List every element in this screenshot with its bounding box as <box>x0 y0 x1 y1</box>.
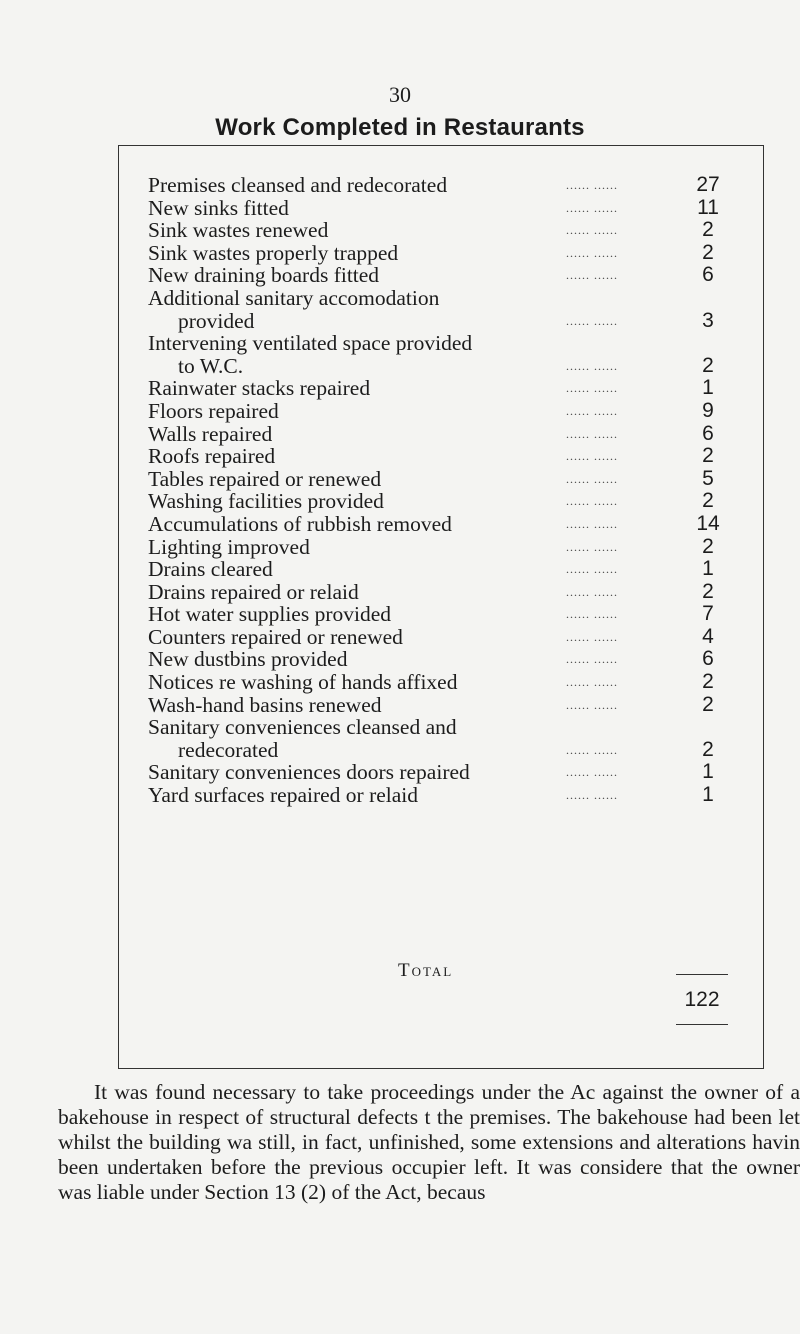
table-row <box>148 558 728 581</box>
table-row <box>148 400 728 423</box>
row-value: 11 <box>697 195 719 219</box>
table-row <box>148 219 728 242</box>
leader-dots: ...... ...... <box>566 562 618 577</box>
row-label: Drains cleared <box>148 557 273 582</box>
row-label: Tables repaired or renewed <box>148 466 382 491</box>
row-label: Counters repaired or renewed <box>148 624 403 649</box>
row-value: 1 <box>702 760 714 784</box>
row-value: 27 <box>696 173 720 196</box>
row-label: to W.C. <box>178 353 244 378</box>
table-row <box>148 761 728 784</box>
row-value: 1 <box>702 783 714 807</box>
leader-dots: ...... ...... <box>566 584 618 599</box>
row-value: 2 <box>702 444 714 468</box>
row-label: Intervening ventilated space provided <box>148 331 473 356</box>
leader-dots: ...... ...... <box>566 313 618 328</box>
leader-dots: ...... ...... <box>566 629 618 644</box>
table-row <box>148 310 728 333</box>
row-value: 4 <box>702 624 714 648</box>
table-row <box>148 242 728 265</box>
row-label: Additional sanitary accomodation <box>148 285 440 310</box>
row-label: Sink wastes renewed <box>148 218 329 243</box>
total-rule-bottom <box>676 1024 728 1025</box>
row-label: Rainwater stacks repaired <box>148 376 371 401</box>
row-label: Premises cleansed and redecorated <box>148 173 448 197</box>
table-row <box>148 332 728 355</box>
page-number: 30 <box>389 82 411 107</box>
row-value: 3 <box>702 308 714 332</box>
row-value: 9 <box>702 398 714 422</box>
table-row <box>148 287 728 310</box>
table-row <box>148 490 728 513</box>
row-label: Notices re washing of hands affixed <box>148 670 458 695</box>
row-label: New dustbins provided <box>148 647 348 672</box>
leader-dots: ...... ...... <box>566 765 618 780</box>
table-row <box>148 264 728 287</box>
row-value: 2 <box>702 489 714 513</box>
table-row <box>148 784 728 807</box>
leader-dots: ...... ...... <box>566 675 618 690</box>
row-label: Lighting improved <box>148 534 310 559</box>
table-row <box>148 694 728 717</box>
table-row <box>148 648 728 671</box>
row-value: 5 <box>702 466 714 490</box>
total-row <box>148 960 728 1040</box>
leader-dots: ...... ...... <box>566 742 618 757</box>
total-value: 122 <box>684 988 720 1011</box>
leader-dots: ...... ...... <box>566 471 618 486</box>
table-row <box>148 739 728 762</box>
row-value: 2 <box>702 670 714 694</box>
table-row <box>148 716 728 739</box>
leader-dots: ...... ...... <box>566 223 618 238</box>
row-value: 2 <box>702 579 714 603</box>
leader-dots: ...... ...... <box>566 268 618 283</box>
row-value: 2 <box>702 534 714 558</box>
leader-dots: ...... ...... <box>566 652 618 667</box>
table-row <box>148 355 728 378</box>
table-row <box>148 377 728 400</box>
page-heading: Work Completed in Restaurants <box>215 114 585 141</box>
body-text: It was found necessary to take proceedings under the Ac against the owner of a bakehouse in respect of structural defects t the premises. The bakehouse had been let whilst the building wa still, in fact, unfinished, some extensions and alterations havin been undertaken before the previous occupier left. It was considere that the owner was liable under Section 13 (2) of the Act, becaus <box>58 1080 800 1204</box>
table-row <box>148 603 728 626</box>
leader-dots: ...... ...... <box>566 403 618 418</box>
total-rule-top <box>676 974 728 975</box>
leader-dots: ...... ...... <box>566 426 618 441</box>
table-row <box>148 197 728 220</box>
leader-dots: ...... ...... <box>566 697 618 712</box>
leader-dots: ...... ...... <box>566 178 618 192</box>
row-value: 14 <box>696 511 720 535</box>
row-label: provided <box>178 308 255 333</box>
table-row <box>148 671 728 694</box>
leader-dots: ...... ...... <box>566 516 618 531</box>
row-value: 7 <box>702 602 714 626</box>
row-label: Roofs repaired <box>148 444 276 469</box>
leader-dots: ...... ...... <box>566 245 618 260</box>
row-label: Yard surfaces repaired or relaid <box>148 783 419 808</box>
row-label: Walls repaired <box>148 421 273 446</box>
table-row <box>148 423 728 446</box>
row-value: 6 <box>702 647 714 671</box>
row-label: Wash-hand basins renewed <box>148 692 382 717</box>
table-row <box>148 513 728 536</box>
row-value: 2 <box>702 218 714 242</box>
leader-dots: ...... ...... <box>566 449 618 464</box>
leader-dots: ...... ...... <box>566 607 618 622</box>
row-label: Sink wastes properly trapped <box>148 240 399 265</box>
row-label: Sanitary conveniences doors repaired <box>148 760 470 785</box>
row-value: 1 <box>702 376 714 400</box>
row-label: Sanitary conveniences cleansed and <box>148 715 457 740</box>
row-value: 2 <box>702 737 714 761</box>
leader-dots: ...... ...... <box>566 200 618 215</box>
row-value: 1 <box>702 557 714 581</box>
row-label: Floors repaired <box>148 398 279 423</box>
table-row <box>148 468 728 491</box>
table-row <box>148 174 728 197</box>
work-table <box>148 174 728 807</box>
total-label: Total <box>398 960 454 981</box>
row-value: 2 <box>702 240 714 264</box>
row-label: New draining boards fitted <box>148 263 380 288</box>
leader-dots: ...... ...... <box>566 494 618 509</box>
row-value: 2 <box>702 692 714 716</box>
row-label: redecorated <box>178 737 279 762</box>
leader-dots: ...... ...... <box>566 381 618 396</box>
table-row <box>148 626 728 649</box>
row-label: Drains repaired or relaid <box>148 579 359 604</box>
row-label: Accumulations of rubbish removed <box>148 511 452 536</box>
table-row <box>148 445 728 468</box>
body-paragraph <box>58 1080 800 1205</box>
row-label: New sinks fitted <box>148 195 289 220</box>
leader-dots: ...... ...... <box>566 358 618 373</box>
table-row <box>148 581 728 604</box>
table-row <box>148 536 728 559</box>
row-value: 6 <box>702 421 714 445</box>
row-label: Washing facilities provided <box>148 489 384 514</box>
row-label: Hot water supplies provided <box>148 602 392 627</box>
row-value: 2 <box>702 353 714 377</box>
leader-dots: ...... ...... <box>566 539 618 554</box>
row-value: 6 <box>702 263 714 287</box>
leader-dots: ...... ...... <box>566 788 618 803</box>
